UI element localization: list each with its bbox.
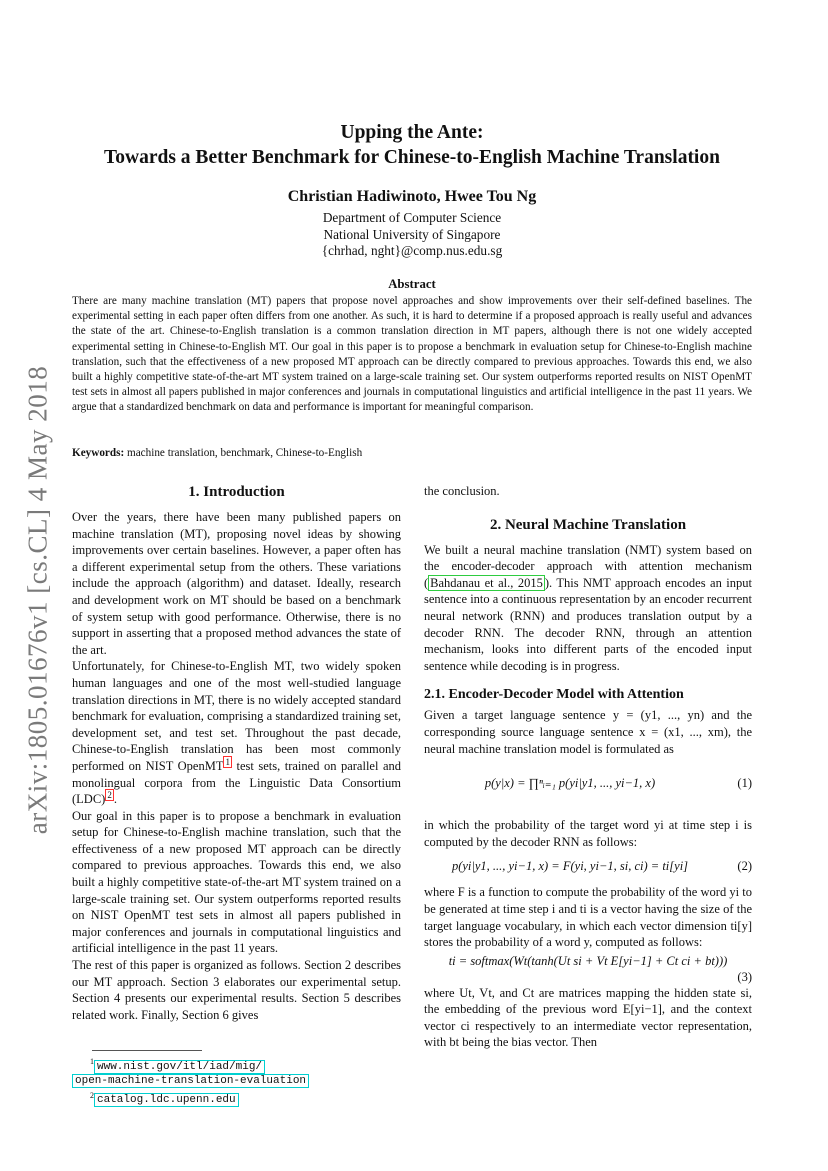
right-column-continuation: the conclusion. — [424, 484, 500, 498]
paper-title — [72, 120, 752, 170]
authors: Christian Hadiwinoto, Hwee Tou Ng — [287, 188, 537, 205]
footnote-1-continued — [72, 1074, 401, 1089]
arxiv-identifier-stamp — [18, 350, 58, 850]
intro-paragraph-1: Over the years, there have been many published papers on machine translation (MT), proposing novel ideas by showing improvements over certain baselines. However, a paper often has a different experimental setup from the others. These variations include the approach (algorithm) and dataset. Ideally, research and development work on MT should be based on a benchmark of system setup with good performance. Otherwise, there is no support in asserting that a proposed method advances the state of the art. — [72, 510, 401, 657]
footnote-2-link[interactable]: 2 — [107, 789, 112, 800]
model-paragraph-3: where F is a function to compute the probability of the word yi to be generated at time step i and ti is a vector having the size of the target language vocabulary, in which each vector dimension ti[y] stores the probability of a word y, computed as follows: — [424, 885, 752, 950]
nmt-p1-part-a: We built a neural machine translation (NMT) system based on the encoder-decoder approach with attention mechanism ( — [424, 542, 752, 590]
intro-paragraph-3: Our goal in this paper is to propose a benchmark in evaluation setup for Chinese-to-English machine translation, such that the effectiveness of a new proposed MT approach can be directly compared to previous approaches. Towards this end, we also built a highly competitive state-of-the-art MT system trained on a large-scale training set. Our system outperforms reported results on NIST OpenMT test sets in almost all papers published in major conferences and journals in computational linguistics and artificial intelligence in the past 11 years. — [72, 808, 401, 956]
equation-2-number: (2) — [737, 859, 752, 874]
model-paragraph-2: in which the probability of the target word yi at time step i is computed by the decoder RNN as follows: — [424, 818, 752, 849]
left-column — [72, 483, 401, 1023]
affiliation — [72, 210, 752, 260]
section-2-1-heading: 2.1. Encoder-Decoder Model with Attention — [424, 687, 684, 703]
arxiv-id-text: arXiv:1805.01676v1 [cs.CL] 4 May 2018 — [22, 365, 53, 835]
model-paragraph-1: Given a target language sentence y = (y1, ..., yn) and the corresponding source language sentence x = (x1, ..., xm), the neural machine translation model is formulated as — [424, 708, 752, 756]
footnote-1-link[interactable]: 1 — [225, 756, 230, 767]
abstract-text: There are many machine translation (MT) papers that propose novel approaches and show improvements over their self-defined baselines. The experimental setting in each paper often differs from one another. As such, it is hard to determine if a proposed approach is really useful and advances the state of the art. Chinese-to-English translation is a common translation direction in MT papers, although there is not one widely accepted experimental setting in Chinese-to-English MT. Our goal in this paper is to propose a benchmark in evaluation setup for Chinese-to-English machine translation, such that the effectiveness of a new proposed MT approach can be directly compared to previous approaches. Towards this end, we also built a highly competitive state-of-the-art MT system trained on a large-scale training set. Our system outperforms reported results on NIST OpenMT test sets in almost all papers published in major conferences and journals in computational linguistics and artificial intelligence in the past 11 years. We argue that a standardized benchmark on data and performance is important for meaningful comparison. — [72, 295, 752, 414]
affiliation-department: Department of Computer Science — [322, 210, 502, 225]
nmt-paragraph-1 — [424, 542, 752, 675]
footnote-1-url-part-a[interactable]: www.nist.gov/itl/iad/mig/ — [94, 1060, 265, 1074]
abstract-heading: Abstract — [388, 277, 436, 291]
equation-2-body: p(yi|y1, ..., yi−1, x) = F(yi, yi−1, si, ci) = ti[yi] — [451, 859, 689, 874]
section-1-heading: 1. Introduction — [188, 484, 285, 500]
equation-1-number: (1) — [737, 776, 752, 791]
affiliation-university: National University of Singapore — [323, 226, 501, 242]
footnote-1-url-part-b[interactable]: open-machine-translation-evaluation — [72, 1074, 309, 1088]
equation-1-body: p(y|x) = ∏ⁿᵢ₌₁ p(yi|y1, ..., yi−1, x) — [484, 776, 656, 791]
footnote-2-url[interactable]: catalog.ldc.upenn.edu — [94, 1093, 239, 1107]
footnote-2 — [72, 1089, 401, 1108]
paper-header — [72, 120, 752, 260]
footnote-2-mark: 2 — [90, 1090, 94, 1100]
title-line-2: Towards a Better Benchmark for Chinese-to-English Machine Translation — [104, 147, 720, 168]
intro-p2-part-c: . — [113, 792, 117, 807]
equation-2 — [424, 850, 752, 884]
equation-3-number: (3) — [737, 969, 752, 984]
intro-p2-part-b: test sets, trained on parallel and monolingual corpora from the Linguistic Data Consortium (LDC) — [72, 758, 401, 807]
section-2-heading: 2. Neural Machine Translation — [489, 516, 687, 533]
footnote-1-mark: 1 — [90, 1057, 94, 1066]
intro-paragraph-2 — [72, 658, 401, 807]
title-line-1: Upping the Ante: — [340, 122, 484, 143]
intro-paragraph-4: The rest of this paper is organized as follows. Section 2 describes our MT approach. Section 3 elaborates our experimental setup. Section 4 presents our experimental results. Section 5 describes related work. Finally, Section 6 gives — [72, 958, 401, 1022]
model-paragraph-4: where Ut, Vt, and Ct are matrices mapping the hidden state si, the embedding of the previous word E[yi−1], and the context vector ci respectively to an intermediate vector representation, with bt being the bias vector. Then — [424, 985, 752, 1050]
equation-3 — [424, 951, 752, 985]
keywords-text: machine translation, benchmark, Chinese-to-English — [124, 447, 363, 459]
equation-3-body: ti = softmax(Wt(tanh(Ut si + Vt E[yi−1] + Ct ci + bt))) — [448, 953, 728, 968]
footnote-1 — [72, 1055, 401, 1074]
author-email: {chrhad, nght}@comp.nus.edu.sg — [321, 243, 503, 258]
footnotes — [72, 1050, 401, 1108]
nmt-p1-part-b: ). This NMT approach encodes an input sentence into a continuous representation by an encoder recurrent neural network (RNN) and produces translation output by a decoder RNN. The decoder RNN, through an attention mechanism, looks into different parts of the encoded input sentence while decoding is in progress. — [424, 575, 752, 673]
right-column — [424, 483, 752, 1051]
citation-bahdanau-link[interactable]: Bahdanau et al., 2015 — [430, 575, 543, 590]
equation-1 — [424, 757, 752, 817]
keywords — [72, 447, 752, 459]
keywords-label: Keywords: — [72, 447, 125, 459]
footnote-rule — [92, 1050, 202, 1051]
intro-p2-part-a: Unfortunately, for Chinese-to-English MT, two widely spoken human languages and one of the most well-studied language translation directions in MT, there is no widely accepted standard benchmark for evaluation, comprising a standardized training set, development set, and test set. Throughout the past decade, Chinese-to-English translation has been most commonly performed on NIST OpenMT — [72, 659, 401, 773]
